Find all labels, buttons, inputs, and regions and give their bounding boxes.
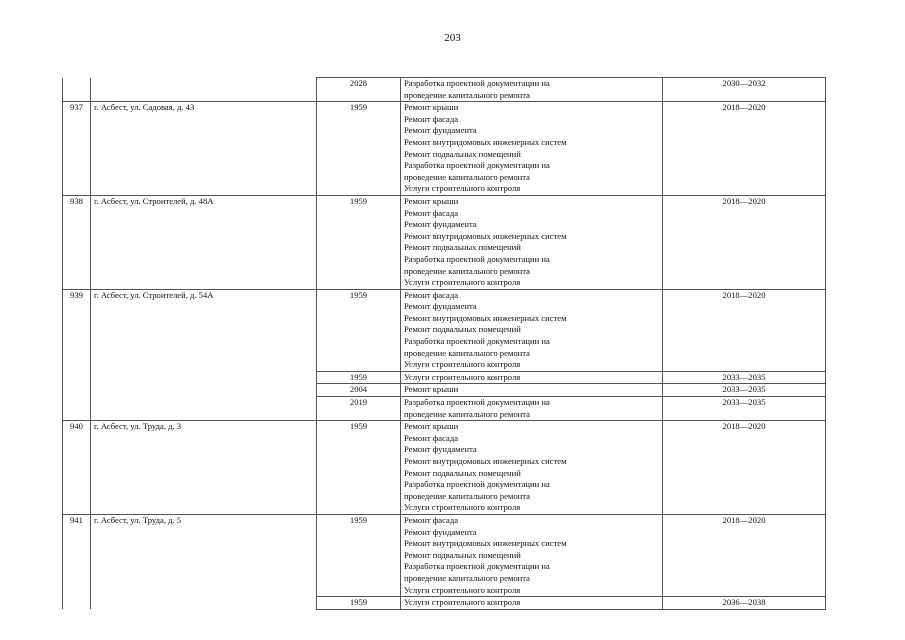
work-item: Разработка проектной документации на xyxy=(404,78,550,88)
table-row xyxy=(63,421,826,515)
work-item: Ремонт фасада xyxy=(404,113,459,124)
work-item: Ремонт фундамента xyxy=(404,526,477,537)
period-cell: 2018—2020 xyxy=(663,514,826,596)
work-item: Ремонт фундамента xyxy=(404,219,477,230)
works-cell xyxy=(401,78,663,102)
work-item: Разработка проектной документации на xyxy=(404,253,550,264)
year-cell: 2028 xyxy=(317,78,401,102)
works-cell xyxy=(401,289,663,371)
period-cell: 2033—2035 xyxy=(663,397,826,421)
period-cell: 2030—2032 xyxy=(663,78,826,102)
address-cell: г. Асбест, ул. Труда, д. 5 xyxy=(91,514,317,609)
year-cell: 1959 xyxy=(317,371,401,384)
work-item: Ремонт подвальных помещений xyxy=(404,242,521,253)
year-cell: 1959 xyxy=(317,514,401,596)
repair-schedule-table xyxy=(62,77,826,610)
works-cell xyxy=(401,371,663,384)
works-cell xyxy=(401,397,663,421)
work-item: Услуги строительного контроля xyxy=(404,359,521,370)
work-item: проведение капитального ремонта xyxy=(404,572,530,583)
building-number-cell: 940 xyxy=(63,421,91,515)
work-item: Ремонт фасада xyxy=(404,207,459,218)
building-number-cell xyxy=(63,78,91,102)
year-cell: 2019 xyxy=(317,397,401,421)
work-item: проведение капитального ремонта xyxy=(404,89,530,100)
work-item: Ремонт подвальных помещений xyxy=(404,148,521,159)
year-cell: 2004 xyxy=(317,384,401,397)
address-cell: г. Асбест, ул. Строителей, д. 48А xyxy=(91,195,317,289)
work-item: Ремонт крыши xyxy=(404,384,459,395)
address-cell: г. Асбест, ул. Труда, д. 3 xyxy=(91,421,317,515)
table-body xyxy=(63,78,826,610)
building-number-cell: 939 xyxy=(63,289,91,421)
work-item: Ремонт подвальных помещений xyxy=(404,467,521,478)
works-cell xyxy=(401,421,663,515)
work-item: Ремонт фундамента xyxy=(404,301,477,312)
work-item: Разработка проектной документации на xyxy=(404,160,550,171)
work-item: Ремонт внутридомовых инженерных систем xyxy=(404,456,567,466)
address-cell: г. Асбест, ул. Строителей, д. 54А xyxy=(91,289,317,421)
address-cell xyxy=(91,78,317,102)
work-item: Ремонт фундамента xyxy=(404,125,477,136)
work-item: проведение капитального ремонта xyxy=(404,171,530,182)
work-item: Услуги строительного контроля xyxy=(404,584,521,595)
work-item: Ремонт внутридомовых инженерных систем xyxy=(404,538,567,549)
work-item: Ремонт внутридомовых инженерных систем xyxy=(404,230,567,241)
work-item: Разработка проектной документации на xyxy=(404,479,550,490)
work-item: Услуги строительного контроля xyxy=(404,183,521,194)
table-row xyxy=(63,195,826,289)
work-item: Ремонт фасада xyxy=(404,289,459,300)
work-item: Услуги строительного контроля xyxy=(404,371,521,382)
work-item: Ремонт крыши xyxy=(404,421,459,432)
address-cell: г. Асбест, ул. Садовая, д. 43 xyxy=(91,102,317,196)
work-item: проведение капитального ремонта xyxy=(404,347,530,358)
work-item: проведение капитального ремонта xyxy=(404,490,530,501)
year-cell: 1959 xyxy=(317,102,401,196)
period-cell: 2018—2020 xyxy=(663,289,826,371)
work-item: Ремонт крыши xyxy=(404,102,459,113)
table-row xyxy=(63,289,826,371)
table-row xyxy=(63,514,826,596)
year-cell: 1959 xyxy=(317,289,401,371)
work-item: Ремонт подвальных помещений xyxy=(404,324,521,335)
work-item: Ремонт фасада xyxy=(404,432,459,443)
work-item: Услуги строительного контроля xyxy=(404,502,521,513)
building-number-cell: 938 xyxy=(63,195,91,289)
work-item: Ремонт внутридомовых инженерных систем xyxy=(404,136,567,147)
building-number-cell: 941 xyxy=(63,514,91,609)
works-cell xyxy=(401,514,663,596)
work-item: Ремонт фундамента xyxy=(404,444,477,455)
work-item: Ремонт подвальных помещений xyxy=(404,549,521,560)
work-item: Услуги строительного контроля xyxy=(404,277,521,288)
work-item: Ремонт фасада xyxy=(404,514,459,525)
works-cell xyxy=(401,195,663,289)
works-cell xyxy=(401,384,663,397)
work-item: Ремонт крыши xyxy=(404,195,459,206)
work-item: проведение капитального ремонта xyxy=(404,265,530,276)
work-item: Разработка проектной документации на xyxy=(404,397,550,408)
work-item: Услуги строительного контроля xyxy=(404,597,521,608)
period-cell: 2018—2020 xyxy=(663,102,826,196)
work-item: Разработка проектной документации на xyxy=(404,336,550,347)
work-item: Ремонт внутридомовых инженерных систем xyxy=(404,312,567,323)
year-cell: 1959 xyxy=(317,195,401,289)
period-cell: 2018—2020 xyxy=(663,195,826,289)
period-cell: 2018—2020 xyxy=(663,421,826,515)
period-cell: 2033—2035 xyxy=(663,371,826,384)
work-item: Разработка проектной документации на xyxy=(404,561,550,572)
period-cell: 2036—2038 xyxy=(663,597,826,610)
work-item: проведение капитального ремонта xyxy=(404,408,530,419)
works-cell xyxy=(401,102,663,196)
table-row xyxy=(63,102,826,196)
building-number-cell: 937 xyxy=(63,102,91,196)
page-number: 203 xyxy=(444,32,461,44)
table-row xyxy=(63,78,826,102)
year-cell: 1959 xyxy=(317,421,401,515)
year-cell: 1959 xyxy=(317,597,401,610)
works-cell xyxy=(401,597,663,610)
period-cell: 2033—2035 xyxy=(663,384,826,397)
